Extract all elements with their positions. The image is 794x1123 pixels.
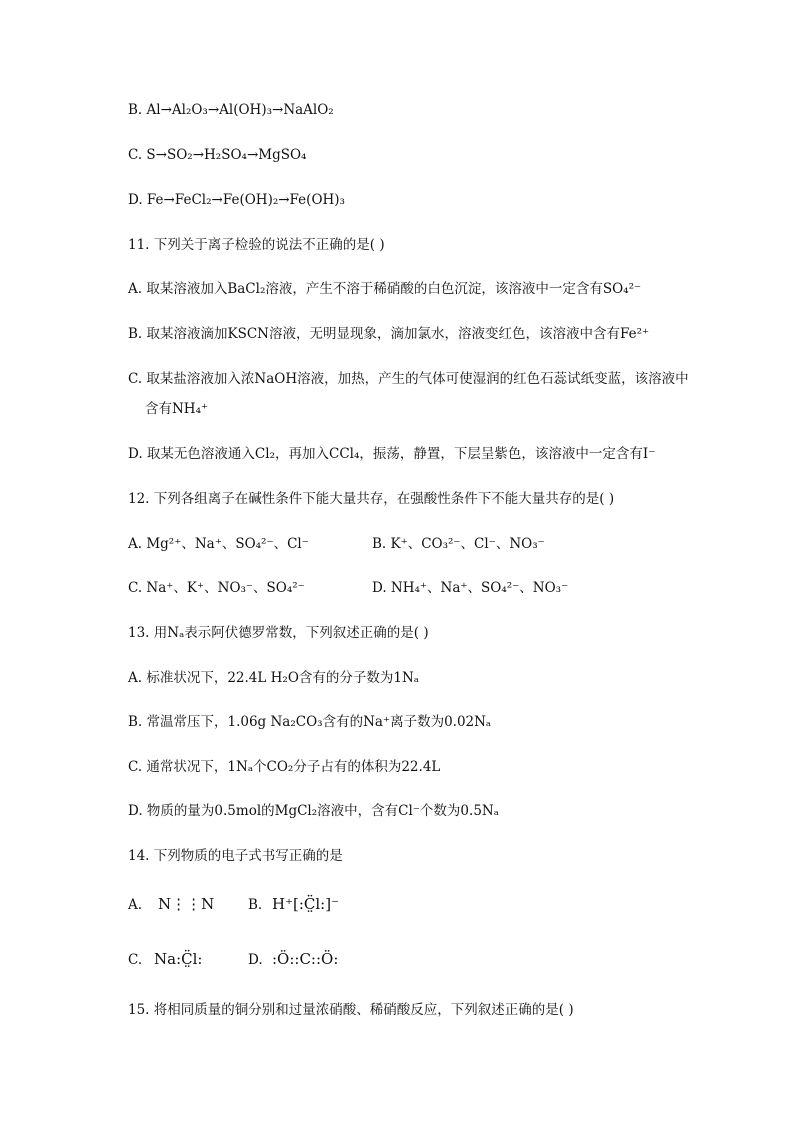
q11-option-b: B. 取某溶液滴加KSCN溶液，无明显现象，滴加氯水，溶液变红色，该溶液中含有Fe²⁺: [128, 326, 650, 342]
q13-option-c: C. 通常状况下，1Nₐ个CO₂分子占有的体积为22.4L: [128, 759, 441, 775]
q14-option-c-label: C.: [128, 952, 143, 968]
question-15: 15. 将相同质量的铜分别和过量浓硝酸、稀硝酸反应，下列叙述正确的是( ): [128, 1002, 574, 1018]
q13-option-b: B. 常温常压下，1.06g Na₂CO₃含有的Na⁺离子数为0.02Nₐ: [128, 714, 492, 730]
question-14: 14. 下列物质的电子式书写正确的是: [128, 848, 343, 864]
q14-option-b-label: B.: [248, 897, 263, 913]
q11-option-a: A. 取某溶液加入BaCl₂溶液，产生不溶于稀硝酸的白色沉淀，该溶液中一定含有SO₄²⁻: [128, 281, 642, 297]
q14-option-a-label: A.: [128, 897, 143, 913]
q11-option-c-line1: C. 取某盐溶液加入浓NaOH溶液，加热，产生的气体可使湿润的红色石蕊试纸变蓝，该溶液中: [128, 371, 689, 387]
q13-option-d: D. 物质的量为0.5mol的MgCl₂溶液中，含有Cl⁻个数为0.5Nₐ: [128, 803, 499, 819]
option-b-aluminum-chain: B. Al→Al₂O₃→Al(OH)₃→NaAlO₂: [128, 102, 334, 118]
q14-option-d-formula: :Ö::C::Ö:: [272, 950, 339, 968]
question-11: 11. 下列关于离子检验的说法不正确的是( ): [128, 237, 385, 253]
option-c-sulfur-chain: C. S→SO₂→H₂SO₄→MgSO₄: [128, 147, 307, 163]
question-13: 13. 用Nₐ表示阿伏德罗常数，下列叙述正确的是( ): [128, 625, 429, 641]
q14-option-d-label: D.: [248, 952, 263, 968]
q14-option-c-formula: Na:C̤̈l:: [154, 950, 203, 968]
q13-option-a: A. 标准状况下，22.4L H₂O含有的分子数为1Nₐ: [128, 670, 420, 686]
q11-option-d: D. 取某无色溶液通入Cl₂，再加入CCl₄，振荡，静置，下层呈紫色，该溶液中一定含有I⁻: [128, 446, 656, 462]
q14-option-b-formula: H⁺[:C̤̈l:]⁻: [272, 895, 340, 913]
q12-option-a: A. Mg²⁺、Na⁺、SO₄²⁻、Cl⁻: [128, 536, 309, 552]
option-d-iron-chain: D. Fe→FeCl₂→Fe(OH)₂→Fe(OH)₃: [128, 192, 345, 208]
q12-option-d: D. NH₄⁺、Na⁺、SO₄²⁻、NO₃⁻: [372, 580, 569, 596]
q11-option-c-line2: 含有NH₄⁺: [145, 401, 209, 417]
question-12: 12. 下列各组离子在碱性条件下能大量共存，在强酸性条件下不能大量共存的是( ): [128, 491, 615, 507]
q12-option-c: C. Na⁺、K⁺、NO₃⁻、SO₄²⁻: [128, 580, 305, 596]
q12-option-b: B. K⁺、CO₃²⁻、Cl⁻、NO₃⁻: [372, 536, 545, 552]
q14-option-a-formula: N⋮⋮N: [158, 895, 215, 913]
